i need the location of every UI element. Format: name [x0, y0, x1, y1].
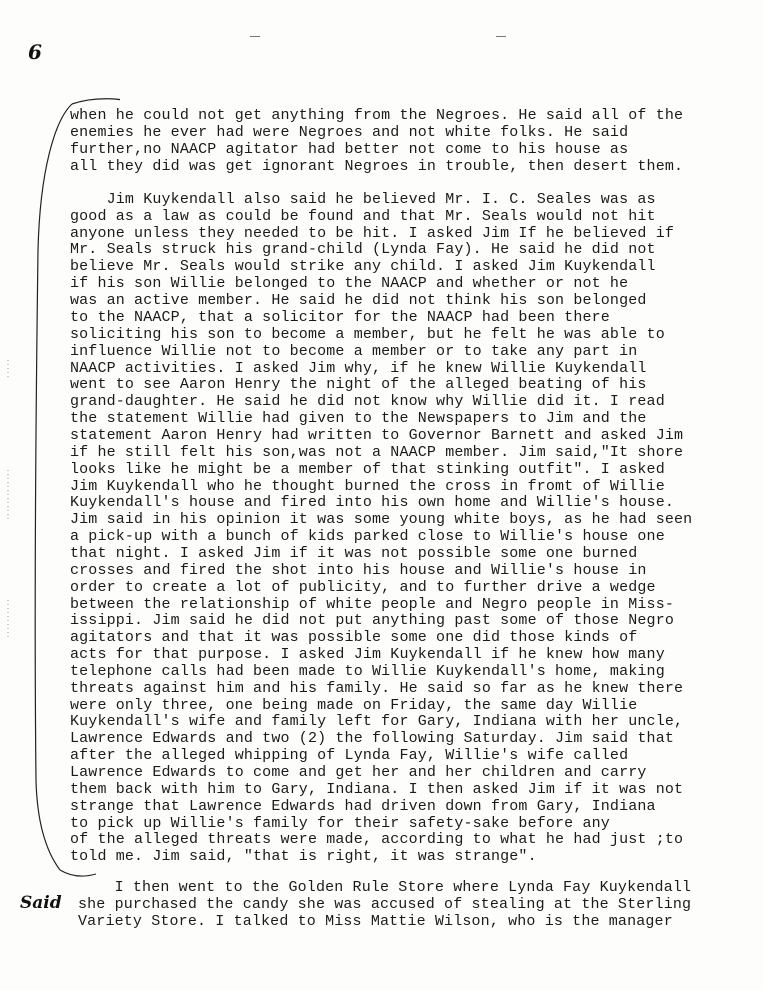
text-line: was an active member. He said he did not think his son belonged [70, 292, 647, 309]
scan-mark [496, 36, 506, 37]
text-line: that night. I asked Jim if it was not possible some one burned [70, 545, 638, 562]
page-number: 6 [28, 40, 42, 64]
text-line: Kuykendall's house and fired into his own home and Willie's house. [70, 494, 674, 511]
text-line: believe Mr. Seals would strike any child. I asked Jim Kuykendall [70, 258, 656, 275]
text-line: telephone calls had been made to Willie Kuykendall's home, making [70, 663, 665, 680]
text-line: when he could not get anything from the Negroes. He said all of the [70, 107, 684, 124]
text-line: Lawrence Edwards and two (2) the following Saturday. Jim said that [70, 730, 674, 747]
text-line: acts for that purpose. I asked Jim Kuykendall if he knew how many [70, 646, 665, 663]
text-line: Lawrence Edwards to come and get her and her children and carry [70, 764, 647, 781]
text-line: the statement Willie had given to the Newspapers to Jim and the [70, 410, 647, 427]
text-line: I then went to the Golden Rule Store where Lynda Fay Kuykendall [78, 879, 692, 896]
text-line: grand-daughter. He said he did not know why Willie did it. I read [70, 393, 665, 410]
text-line: of the alleged threats were made, according to what he had just ;to [70, 831, 684, 848]
text-line: after the alleged whipping of Lynda Fay, Willie's wife called [70, 747, 629, 764]
text-line: threats against him and his family. He said so far as he knew there [70, 680, 684, 697]
text-line: agitators and that it was possible some one did those kinds of [70, 629, 638, 646]
text-line: good as a law as could be found and that Mr. Seals would not hit [70, 208, 656, 225]
text-line: all they did was get ignorant Negroes in trouble, then desert them. [70, 158, 684, 175]
text-line: soliciting his son to become a member, but he felt he was able to [70, 326, 665, 343]
text-line: strange that Lawrence Edwards had driven down from Gary, Indiana [70, 798, 656, 815]
handwritten-margin-note: Said [20, 893, 62, 913]
text-line: anyone unless they needed to be hit. I asked Jim If he believed if [70, 225, 674, 242]
text-line: between the relationship of white people and Negro people in Miss- [70, 596, 674, 613]
text-line: went to see Aaron Henry the night of the alleged beating of his [70, 376, 647, 393]
text-line: enemies he ever had were Negroes and not white folks. He said [70, 124, 629, 141]
text-line: if he still felt his son,was not a NAACP member. Jim said,"It shore [70, 444, 684, 461]
text-line: if his son Willie belonged to the NAACP and whether or not he [70, 275, 629, 292]
text-line: issippi. Jim said he did not put anything past some of those Negro [70, 612, 674, 629]
text-line: NAACP activities. I asked Jim why, if he knew Willie Kuykendall [70, 360, 647, 377]
text-line: Kuykendall's wife and family left for Gary, Indiana with her uncle, [70, 713, 684, 730]
text-line: Jim Kuykendall also said he believed Mr. I. C. Seales was as [70, 191, 656, 208]
text-line: crosses and fired the shot into his house and Willie's house in [70, 562, 647, 579]
text-line: Jim said in his opinion it was some young white boys, as he had seen [70, 511, 693, 528]
text-line: she purchased the candy she was accused of stealing at the Sterling [78, 896, 692, 913]
text-line: to the NAACP, that a solicitor for the NAACP had been there [70, 309, 610, 326]
text-line: to pick up Willie's family for their safety-sake before any [70, 815, 610, 832]
text-line: statement Aaron Henry had written to Governor Barnett and asked Jim [70, 427, 684, 444]
text-line: were only three, one being made on Friday, the same day Willie [70, 697, 638, 714]
text-line: Variety Store. I talked to Miss Mattie Wilson, who is the manager [78, 913, 673, 930]
text-line: order to create a lot of publicity, and to further drive a wedge [70, 579, 656, 596]
text-line: Mr. Seals struck his grand-child (Lynda Fay). He said he did not [70, 241, 656, 258]
text-line: influence Willie not to become a member or to take any part in [70, 343, 638, 360]
text-line: further,no NAACP agitator had better not come to his house as [70, 141, 629, 158]
text-line: looks like he might be a member of that stinking outfit". I asked [70, 461, 665, 478]
text-line: Jim Kuykendall who he thought burned the cross in fromt of Willie [70, 478, 665, 495]
text-line: them back with him to Gary, Indiana. I then asked Jim if it was not [70, 781, 684, 798]
text-line: a pick-up with a bunch of kids parked close to Willie's house one [70, 528, 665, 545]
scan-mark [250, 36, 260, 37]
text-line: told me. Jim said, "that is right, it was strange". [70, 848, 537, 865]
